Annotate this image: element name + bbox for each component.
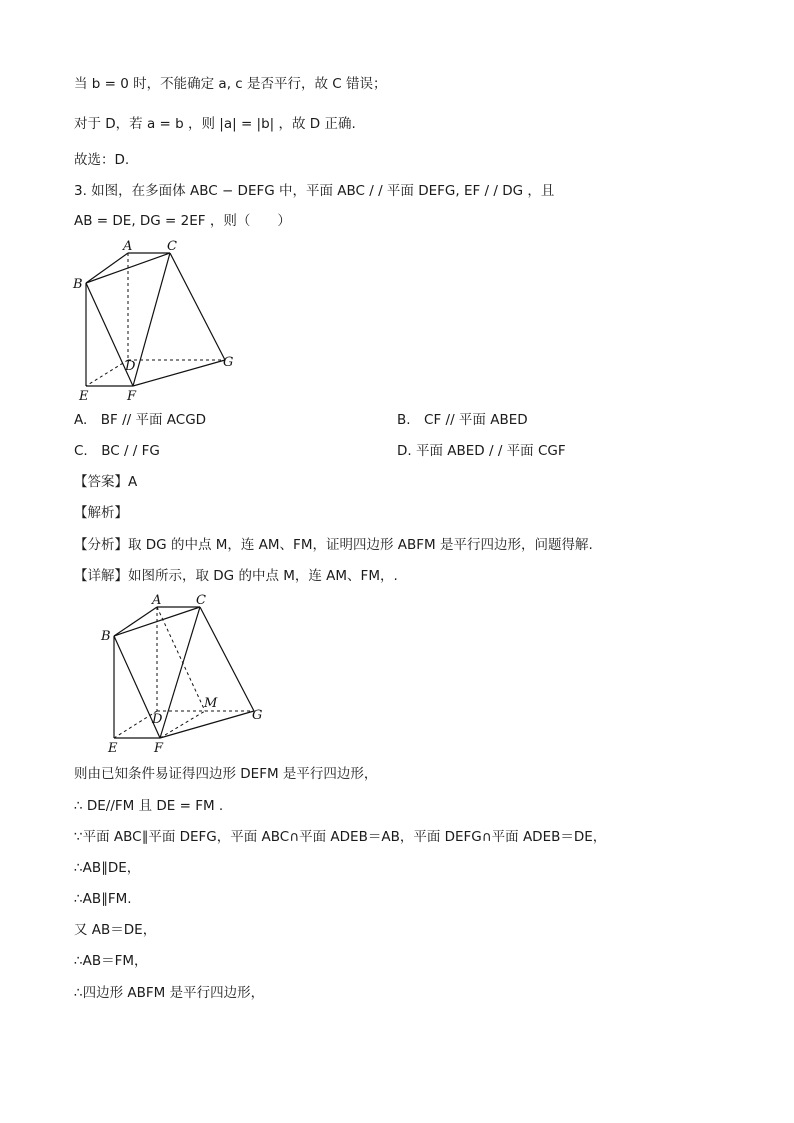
edge-cg bbox=[170, 253, 225, 360]
text-line-choose-d: 故选：D. bbox=[74, 152, 130, 168]
text-line-c-wrong: 当 b = 0 时，不能确定 a, c 是否平行，故 C 错误； bbox=[74, 76, 387, 92]
question-3-stem-line2: AB = DE, DG = 2EF ，则（ ） bbox=[74, 213, 291, 229]
analysis-summary: 【分析】取 DG 的中点 M，连 AM、FM，证明四边形 ABFM 是平行四边形，问题得解. bbox=[74, 537, 593, 553]
label-c: C bbox=[167, 239, 177, 254]
edge-fg bbox=[160, 711, 254, 738]
proof-line-7: ∴AB＝FM， bbox=[74, 953, 148, 969]
text-line-d-correct: 对于 D，若 a = b ，则 |a| = |b| ，故 D 正确. bbox=[74, 116, 356, 132]
edge-ab bbox=[86, 253, 128, 283]
edge-cf bbox=[133, 253, 170, 386]
hidden-edge-am bbox=[157, 607, 205, 711]
analysis-heading: 【解析】 bbox=[74, 505, 128, 521]
label-e: E bbox=[79, 389, 89, 404]
option-b[interactable]: B. CF // 平面 ABED bbox=[397, 412, 528, 428]
detailed-solution-intro: 【详解】如图所示，取 DG 的中点 M，连 AM、FM，. bbox=[74, 568, 398, 584]
question-3-stem-line1: 3. 如图，在多面体 ABC − DEFG 中，平面 ABC / / 平面 DEFG, EF / / DG ，且 bbox=[74, 183, 555, 199]
hidden-edge-de bbox=[86, 360, 128, 386]
proof-line-1: 则由已知条件易证得四边形 DEFM 是平行四边形， bbox=[74, 766, 378, 782]
label-b: B bbox=[73, 277, 83, 292]
proof-line-5: ∴AB∥FM. bbox=[74, 891, 132, 907]
polyhedron-figure-1 bbox=[70, 238, 250, 408]
label-a: A bbox=[123, 239, 133, 254]
label-g: G bbox=[223, 355, 234, 370]
edge-cf bbox=[160, 607, 200, 738]
label-f: F bbox=[154, 741, 164, 756]
hidden-edge-de bbox=[114, 711, 157, 738]
option-d[interactable]: D. 平面 ABED / / 平面 CGF bbox=[397, 443, 566, 459]
label-d: D bbox=[152, 712, 163, 727]
option-a[interactable]: A. BF // 平面 ACGD bbox=[74, 412, 207, 428]
label-g: G bbox=[252, 708, 263, 723]
edge-ab bbox=[114, 607, 157, 636]
label-d: D bbox=[125, 359, 136, 374]
proof-line-6: 又 AB＝DE， bbox=[74, 922, 157, 938]
label-b: B bbox=[101, 629, 111, 644]
proof-line-8: ∴四边形 ABFM 是平行四边形， bbox=[74, 985, 265, 1001]
label-e: E bbox=[108, 741, 118, 756]
label-a: A bbox=[152, 593, 162, 608]
answer-line: 【答案】A bbox=[74, 474, 138, 490]
proof-line-3: ∵平面 ABC∥平面 DEFG，平面 ABC∩平面 ADEB＝AB，平面 DEFG∩平面 ADEB＝DE， bbox=[74, 829, 607, 845]
option-c[interactable]: C. BC / / FG bbox=[74, 443, 160, 459]
edge-fg bbox=[133, 360, 225, 386]
polyhedron-figure-2 bbox=[100, 590, 275, 760]
label-f: F bbox=[127, 389, 137, 404]
proof-line-4: ∴AB∥DE， bbox=[74, 860, 141, 876]
label-m: M bbox=[204, 696, 218, 711]
label-c: C bbox=[196, 593, 206, 608]
proof-line-2: ∴ DE//FM 且 DE = FM . bbox=[74, 798, 224, 814]
